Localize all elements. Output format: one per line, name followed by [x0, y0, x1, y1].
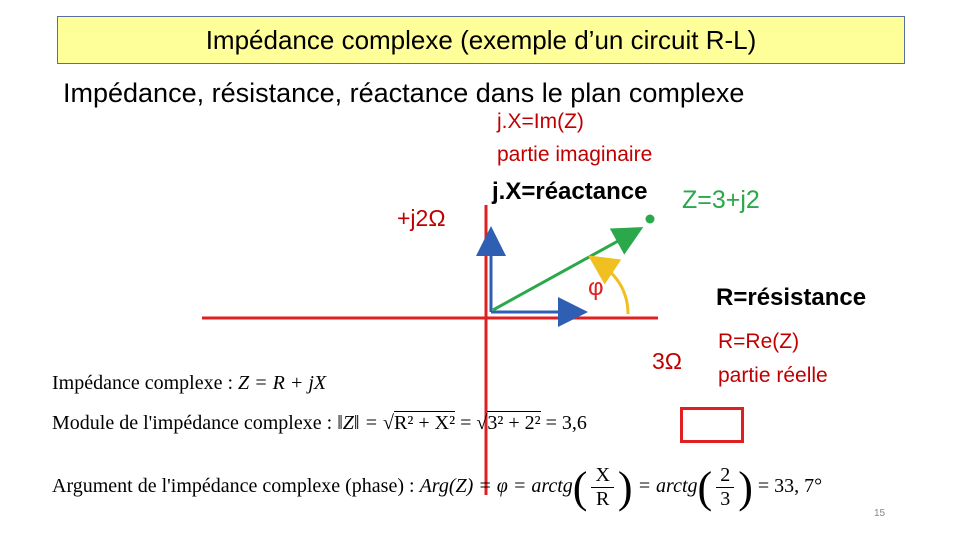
formula-module-lhs: ‖Z‖ =: [337, 412, 384, 434]
frac1-num: X: [591, 464, 613, 488]
frac2-den: 3: [720, 488, 731, 510]
real-axis-label-1: R=Re(Z): [718, 330, 800, 353]
phi-label: φ: [588, 274, 604, 301]
formula-argument-result: = 33, 7°: [752, 475, 823, 498]
sqrt-sign-2: √: [476, 412, 488, 434]
formula-argument-lhs: Arg(Z) = φ = arctg: [419, 475, 573, 498]
formula-argument-label: Argument de l'impédance complexe (phase) :: [52, 475, 420, 498]
impedance-point: [646, 215, 655, 224]
formula-argument: [52, 462, 822, 513]
slide-title-text: Impédance complexe (exemple d’un circuit R-L): [205, 24, 757, 55]
imag-tick-label: +j2Ω: [397, 205, 446, 231]
formula-module-result: = 3,6: [545, 412, 587, 434]
formula-module-sqrt1: R² + X²: [394, 412, 456, 434]
frac1-den: R: [596, 488, 610, 510]
result-highlight-box: [680, 407, 744, 443]
fraction-x-over-r: [591, 464, 613, 511]
impedance-point-label: Z=3+j2: [682, 186, 760, 214]
slide-number: 15: [874, 508, 886, 519]
formula-module: [52, 412, 587, 435]
imag-axis-label-bold: j.X=réactance: [492, 178, 648, 205]
imag-axis-label-2: partie imaginaire: [497, 143, 653, 166]
imag-axis-label-1: j.X=Im(Z): [497, 110, 584, 133]
frac2-num: 2: [716, 464, 734, 488]
fraction-2-over-3: [716, 464, 734, 511]
real-tick-label: 3Ω: [652, 348, 682, 374]
impedance-vector: [493, 230, 638, 310]
real-axis-label-bold: R=résistance: [716, 284, 867, 311]
sqrt-sign-1: √: [383, 412, 395, 434]
formula-module-label: Module de l'impédance complexe :: [52, 412, 338, 434]
formula-module-eq: =: [455, 412, 477, 434]
formula-argument-mid: = arctg: [632, 475, 698, 498]
formula-impedance-expr: Z = R + jX: [238, 372, 327, 394]
paren-open-2: (: [697, 463, 713, 512]
real-axis-label-2: partie réelle: [718, 364, 828, 387]
formula-module-sqrt2: 3² + 2²: [487, 412, 541, 434]
paren-close-2: ): [738, 463, 753, 512]
slide-subtitle: Impédance, résistance, réactance dans le plan complexe: [63, 78, 745, 108]
formula-impedance: [52, 372, 326, 395]
formula-impedance-label: Impédance complexe :: [52, 372, 239, 394]
paren-open-1: (: [572, 463, 588, 512]
paren-close-1: ): [617, 463, 633, 512]
